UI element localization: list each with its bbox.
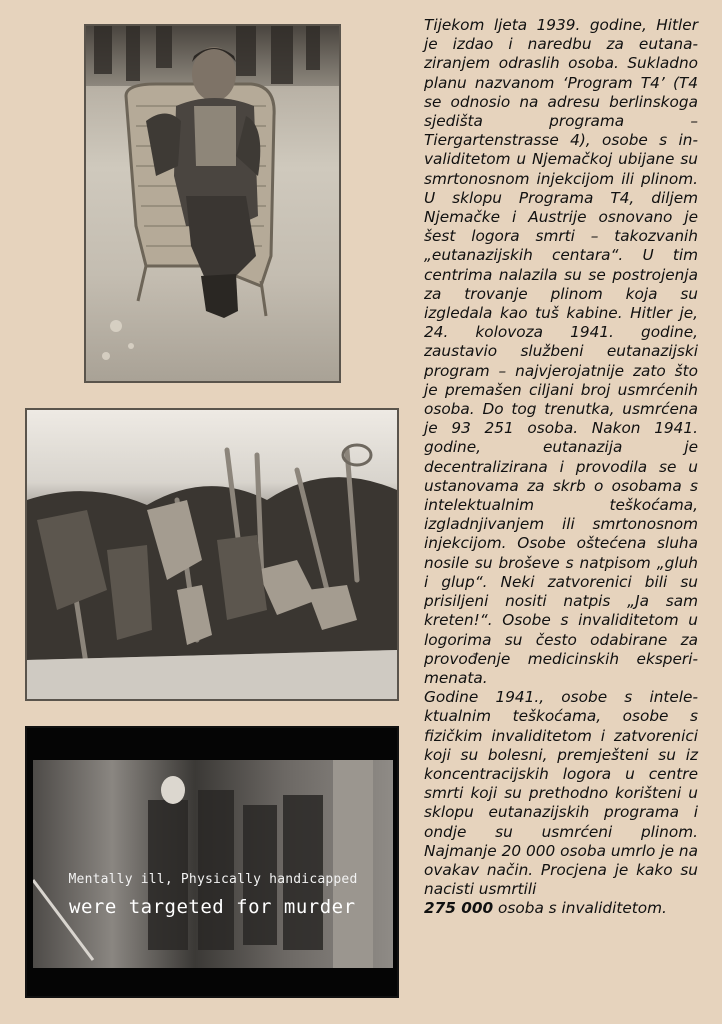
victim-count: 275 000: [424, 899, 494, 918]
photo-seated-man-illustration: [86, 26, 339, 381]
video-caption-line2: were targeted for murder: [69, 896, 356, 918]
photo-seated-man: [84, 24, 341, 383]
article-paragraph-1: Tijekom ljeta 1939. godine, Hitler je izdao i naredbu za eutanaziranjem odraslih osoba. Sukladno planu nazvanom ‘Program T4’ (T4 se odnosio na adresu berlinskoga sjedišta programa – Tiergartenstrasse 4), osobe s invaliditetom u Njemačkoj ubijane su smrtonosnom injekcijom ili plinom. U sklopu Programa T4, diljem Njemačke i Austrije osnovano je šest logora smrti – takozvanih „eutanazijskih centara“. U tim centrima nalazila su se postrojenja za trovanje plinom koja su izgledala kao tuš kabine. Hitler je, 24. kolovoza 1941. godine, zaustavio službeni eutanazijski program – najvjerojatnije zato što je premašen ciljani broj usmrćenih osoba. Do tog trenutka, usmrćena je 93 251 osoba. Nakon 1941. godine, eutanazija je decentralizirana i provodila se u ustanovama za skrb o osobama s intelektualnim teškoćama, izgladnjivanjem ili smrtonosnom injekcijom. Osobe oštećena sluha nosile su broševe s natpisom „gluh i glup“. Neki zatvorenici bili su prisiljeni nositi natpis „Ja sam kreten!“. Osobe s invaliditetom u logorima su često odabirane za provođenje medicinskih eksperimenata.: [424, 16, 698, 687]
video-frame: [33, 760, 393, 968]
article-paragraph-2: [424, 688, 698, 918]
video-frame-illustration: [33, 760, 393, 968]
article-text: [424, 16, 698, 919]
video-caption-line1: Mentally ill, Physically handicapped: [68, 872, 358, 887]
article-paragraph-2-end: osoba s invaliditetom.: [493, 899, 667, 918]
photo-prosthetics-illustration: [27, 410, 397, 699]
photo-prosthetics-pile: [25, 408, 399, 701]
article-paragraph-2-text: Godine 1941., osobe s intelektualnim teškoćama, osobe s fizičkim invaliditetom i zatvorenici koji su bolesni, premješteni su iz koncentracijskih logora u centre smrti koji su prethodno korišteni u sklopu eutanazijskih programa i ondje su usmrćeni plinom. Najmanje 20 000 osoba umrlo je na ovakav način. Procjena je kako su nacisti usmrtili: [424, 688, 698, 899]
video-still: [25, 726, 399, 998]
